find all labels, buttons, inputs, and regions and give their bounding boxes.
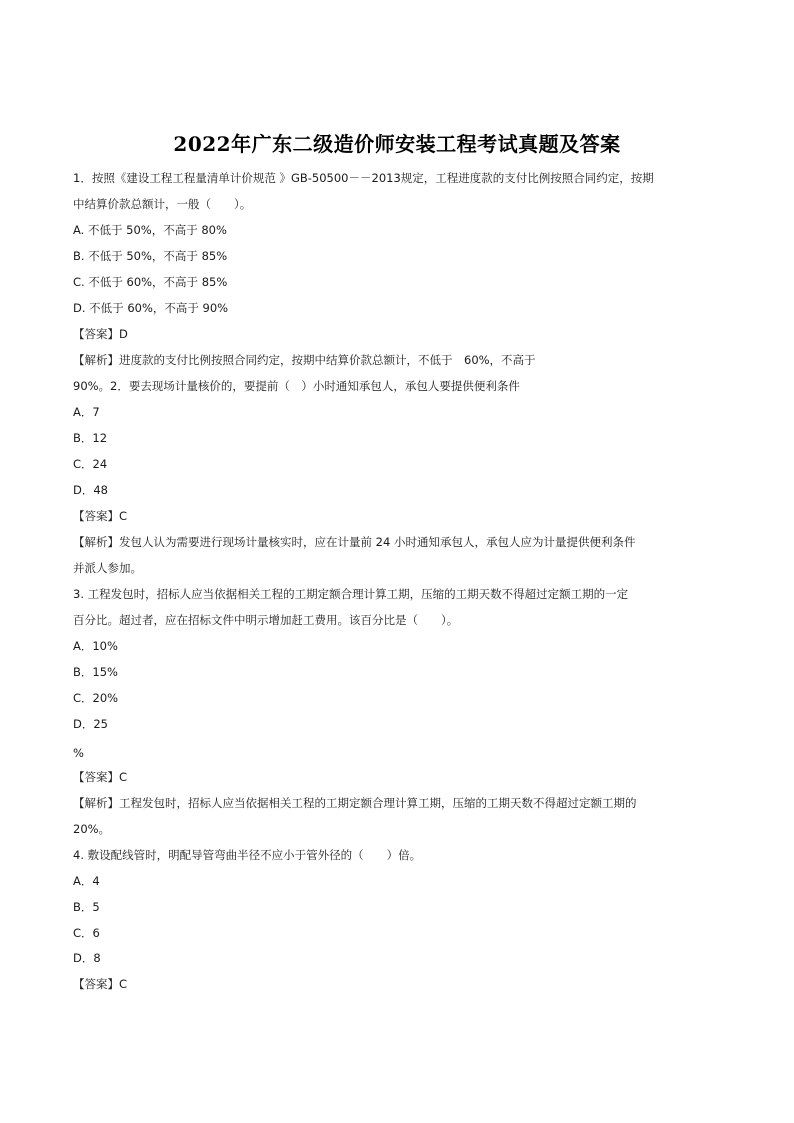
question-3-option-c: C．20% [73, 691, 119, 705]
question-1-option-b: B. 不低于 50%，不高于 85% [73, 249, 228, 263]
question-1-option-c: C. 不低于 60%，不高于 85% [73, 275, 228, 289]
question-1-option-a: A. 不低于 50%，不高于 80% [73, 223, 227, 237]
question-3-option-d: D．25 [73, 717, 108, 731]
question-3-text-cont: 百分比。超过者，应在招标文件中明示增加赶工费用。该百分比是（ ）。 [73, 613, 459, 627]
question-3-option-d-cont: % [73, 746, 84, 760]
question-3-analysis: 【解析】工程发包时，招标人应当依据相关工程的工期定额合理计算工期，压缩的工期天数不得超过定额工期的 [73, 796, 637, 810]
question-3-answer: 【答案】C [73, 770, 128, 784]
question-3-option-b: B．15% [73, 665, 118, 679]
question-2-analysis-cont: 并派人参加。 [73, 561, 142, 575]
question-4-option-a: A．4 [73, 874, 100, 888]
question-2-option-d: D．48 [73, 483, 108, 497]
page-title: 2022年广东二级造价师安装工程考试真题及答案 [173, 132, 621, 156]
question-2-option-b: B．12 [73, 431, 108, 445]
question-1-text: 1．按照《建设工程工程量清单计价规范 》GB-50500－－2013规定，工程进度款的支付比例按照合同约定，按期 [73, 171, 654, 185]
question-2-analysis: 【解析】发包人认为需要进行现场计量核实时，应在计量前 24 小时通知承包人，承包人应为计量提供便利条件 [73, 535, 636, 549]
question-3-analysis-cont: 20%。 [73, 822, 111, 836]
question-4-option-b: B．5 [73, 900, 100, 914]
question-2-text: 90%。2．要去现场计量核价的，要提前（ ）小时通知承包人，承包人要提供便利条件 [73, 379, 520, 393]
question-2-option-a: A．7 [73, 405, 100, 419]
question-3-option-a: A．10% [73, 639, 118, 653]
question-4-answer: 【答案】C [73, 977, 128, 991]
question-1-option-d: D. 不低于 60%，不高于 90% [73, 301, 229, 315]
question-4-option-d: D．8 [73, 951, 101, 965]
question-3-text: 3. 工程发包时，招标人应当依据相关工程的工期定额合理计算工期，压缩的工期天数不得超过定额工期的一定 [73, 587, 629, 601]
question-2-option-c: C．24 [73, 457, 108, 471]
question-2-answer: 【答案】C [73, 509, 128, 523]
question-1-text-cont: 中结算价款总额计，一般（ ）。 [73, 197, 252, 211]
question-1-answer: 【答案】D [73, 327, 128, 341]
question-1-analysis: 【解析】进度款的支付比例按照合同约定，按期中结算价款总额计，不低于 60%，不高于 [73, 353, 536, 367]
question-4-option-c: C．6 [73, 926, 100, 940]
question-4-text: 4. 敷设配线管时，明配导管弯曲半径不应小于管外径的（ ）倍。 [73, 848, 422, 862]
